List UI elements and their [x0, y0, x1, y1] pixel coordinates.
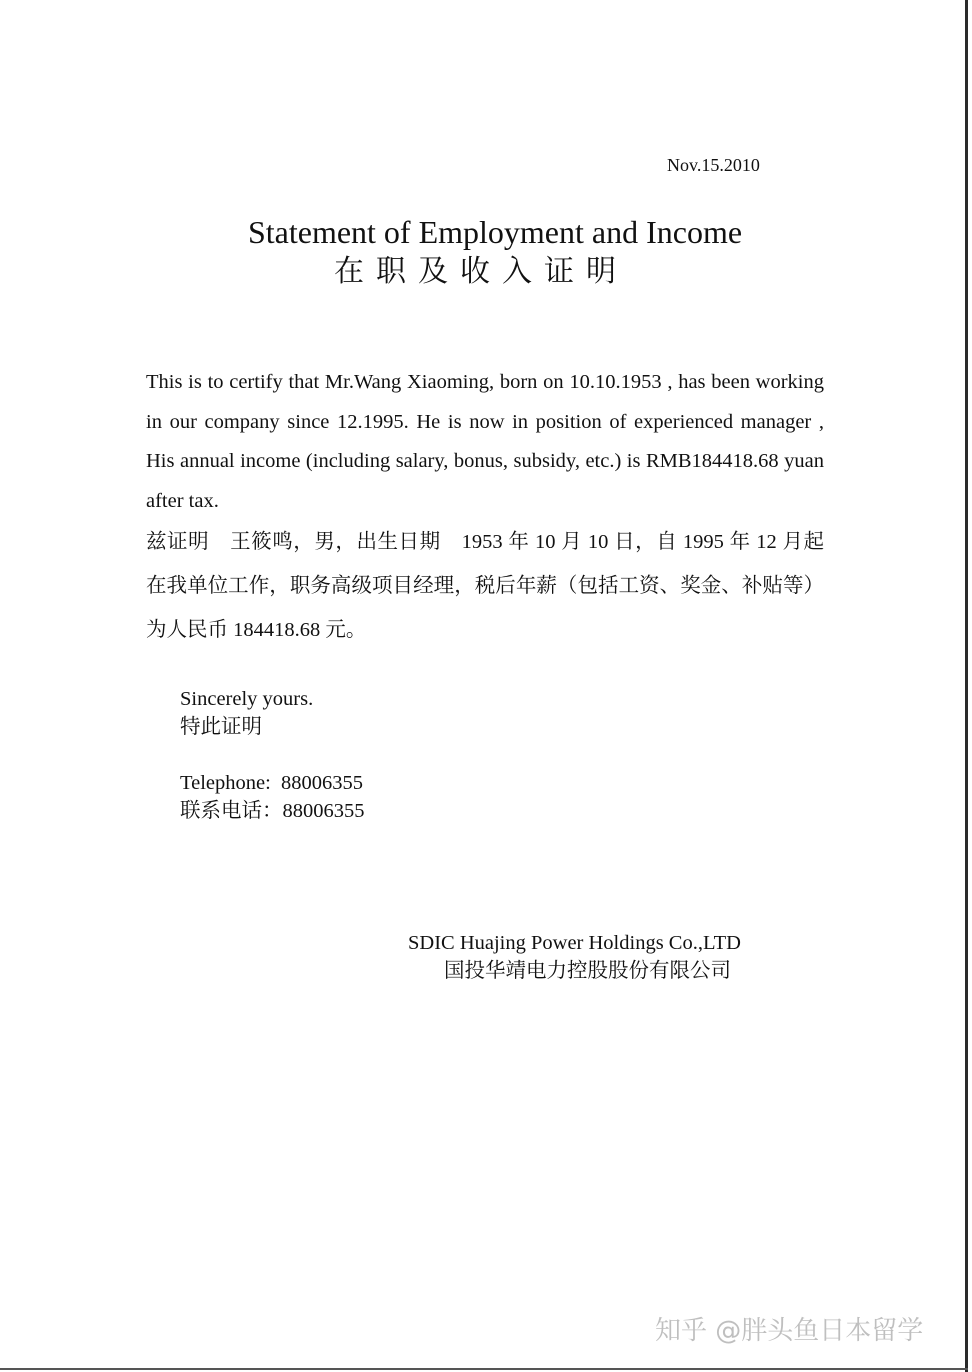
watermark-text: 知乎 @胖头鱼日本留学	[655, 1316, 924, 1346]
title-chinese: 在职及收入证明	[334, 254, 628, 289]
title-english: Statement of Employment and Income	[247, 214, 743, 250]
company-signature-block	[408, 929, 788, 985]
telephone-english: Telephone: 88006355	[180, 772, 364, 794]
certification-paragraph-chinese: 兹证明 王筱鸣，男，出生日期 1953 年 10 月 10 日，自 1995 年 12 月起在我单位工作，职务高级项目经理，税后年薪（包括工资、奖金、补贴等）为人民币 184418.68 元。	[146, 531, 824, 641]
contact-block	[180, 769, 365, 825]
company-name-english: SDIC Huajing Power Holdings Co.,LTD	[408, 932, 741, 954]
document-date: Nov.15.2010	[667, 155, 760, 175]
company-name-chinese: 国投华靖电力控股股份有限公司	[444, 960, 731, 982]
page-edge-bottom	[0, 1368, 968, 1370]
closing-english: Sincerely yours.	[180, 688, 314, 710]
closing-chinese: 特此证明	[180, 716, 262, 738]
closing-block	[180, 685, 313, 741]
page-edge-right	[965, 0, 968, 1372]
telephone-chinese: 联系电话：88006355	[180, 800, 365, 822]
certification-paragraph-english: This is to certify that Mr.Wang Xiaoming, born on 10.10.1953 , has been working in our company since 12.1995. He is now in position of experienced manager , His annual income (including salary, bonus, subsidy, etc.) is RMB184418.68 yuan after tax.	[146, 371, 824, 512]
